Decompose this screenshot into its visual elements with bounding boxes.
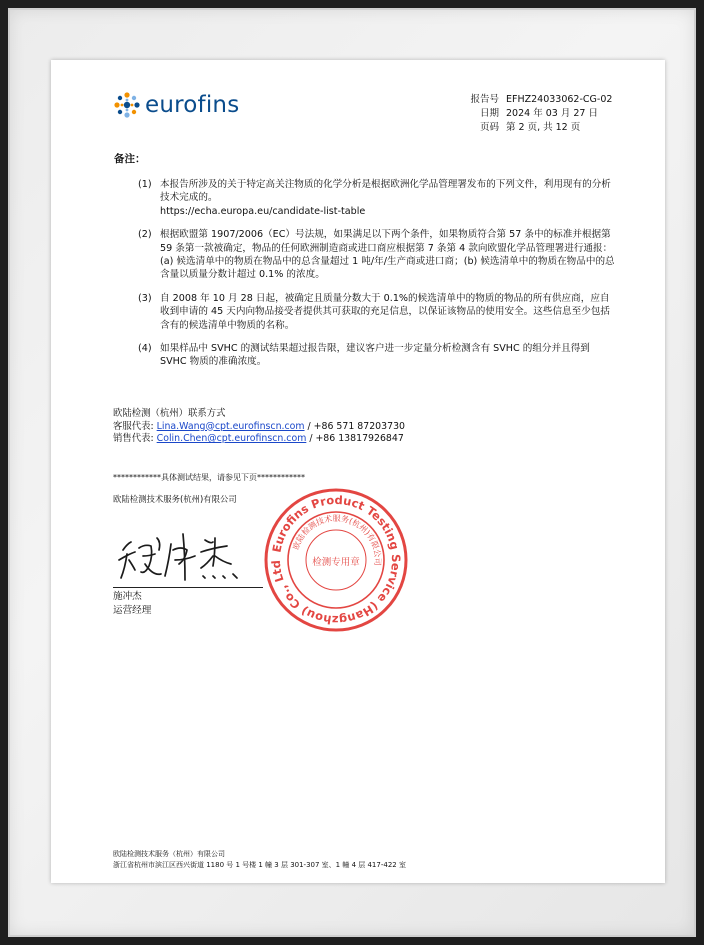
- report-number-row: [461, 93, 612, 107]
- seal-outer-text: Eurofins Product Testing Service (Hangzhou) Co., Ltd: [268, 492, 404, 628]
- signer-title: 运营经理: [113, 605, 152, 616]
- service-contact-row: [113, 421, 405, 434]
- contacts-block: [113, 408, 405, 446]
- sales-phone: / +86 13817926847: [309, 433, 404, 445]
- note-item: [138, 228, 618, 282]
- note-number: (1): [138, 179, 152, 190]
- note-text: 如果样品中 SVHC 的测试结果超过报告限，建议客户进一步定量分析检测含有 SVHC 的组分并且得到 SVHC 物质的准确浓度。: [160, 343, 590, 368]
- footer-company: 欧陆检测技术服务（杭州）有限公司: [113, 850, 225, 858]
- echa-url: https://echa.europa.eu/candidate-list-table: [160, 205, 366, 217]
- document-page: [51, 60, 665, 883]
- signer-name: 施冲杰: [113, 591, 142, 602]
- seal-center-text: 检测专用章: [312, 557, 360, 568]
- handwritten-signature: [115, 520, 265, 586]
- note-text: 自 2008 年 10 月 28 日起，被确定且质量分数大于 0.1%的候选清单中的物质的物品的所有供应商，应自收到申请的 45 天内向物品接受者提供其可获取的充足信息，以保证该物品的使用安全。这些信息至少包括含有的候选清单中物质的名称。: [160, 292, 611, 331]
- note-item: [138, 178, 618, 218]
- seal-inner-text: 欧陆检测技术服务(杭州)有限公司: [291, 513, 383, 566]
- eurofins-logo-mark-icon: [113, 91, 141, 119]
- page-number: 第 2 页, 共 12 页: [506, 122, 581, 133]
- company-seal-icon: [261, 485, 411, 635]
- sales-label: 销售代表:: [113, 433, 154, 445]
- logo-wordmark: eurofins: [145, 92, 240, 118]
- signature-line: [113, 587, 263, 588]
- note-item: [138, 292, 618, 332]
- report-number-label: 报告号: [470, 94, 499, 105]
- note-number: (4): [138, 343, 152, 355]
- page-number-row: [461, 121, 612, 135]
- service-label: 客服代表:: [113, 420, 154, 432]
- note-number: (2): [138, 229, 152, 241]
- note-item: [138, 342, 618, 369]
- service-email-link[interactable]: Lina.Wang@cpt.eurofinscn.com: [156, 420, 305, 432]
- sales-email-link[interactable]: Colin.Chen@cpt.eurofinscn.com: [156, 433, 307, 445]
- eurofins-logo: [113, 91, 239, 119]
- footer-address: 浙江省杭州市滨江区西兴街道 1180 号 1 号楼 1 幢 3 层 301-307 室、1 幢 4 层 417-422 室: [113, 860, 406, 869]
- sales-contact-row: [113, 433, 405, 446]
- note-text: 根据欧盟第 1907/2006（EC）号法规，如果满足以下两个条件，如果物质符合第 57 条中的标准并根据第 59 条第一款被确定，物品的任何欧洲制造商或进口商应根据第 7 条第 4 款向欧盟化学品管理署进行通报：(a) 候选清单中的物质在物品中的总含量超过 1 吨/年/生产商或进口商；(b) 候选清单中的物质在物品中的总含量以质量分数计超过 0.1% 的浓度。: [160, 229, 615, 281]
- note-text: 本报告所涉及的关于特定高关注物质的化学分析是根据欧洲化学品管理署发布的下列文件，利用现有的分析技术完成的。: [160, 179, 611, 204]
- report-date-row: [461, 107, 612, 121]
- service-phone: / +86 571 87203730: [307, 420, 406, 432]
- report-number: EFHZ24033062-CG-02: [506, 94, 613, 105]
- remarks-notes: [138, 178, 618, 379]
- note-number: (3): [138, 292, 152, 304]
- report-meta: [461, 93, 612, 135]
- company-name: 欧陆检测技术服务(杭州)有限公司: [113, 494, 237, 504]
- page-footer: [113, 849, 406, 870]
- report-date-label: 日期: [479, 108, 499, 119]
- report-date: 2024 年 03 月 27 日: [506, 108, 598, 119]
- results-note: ************具体测试结果，请参见下页************: [113, 473, 305, 482]
- signer-block: [113, 590, 151, 618]
- remarks-title: 备注：: [114, 153, 146, 165]
- contacts-title: 欧陆检测（杭州）联系方式: [113, 408, 226, 419]
- page-number-label: 页码: [479, 122, 499, 133]
